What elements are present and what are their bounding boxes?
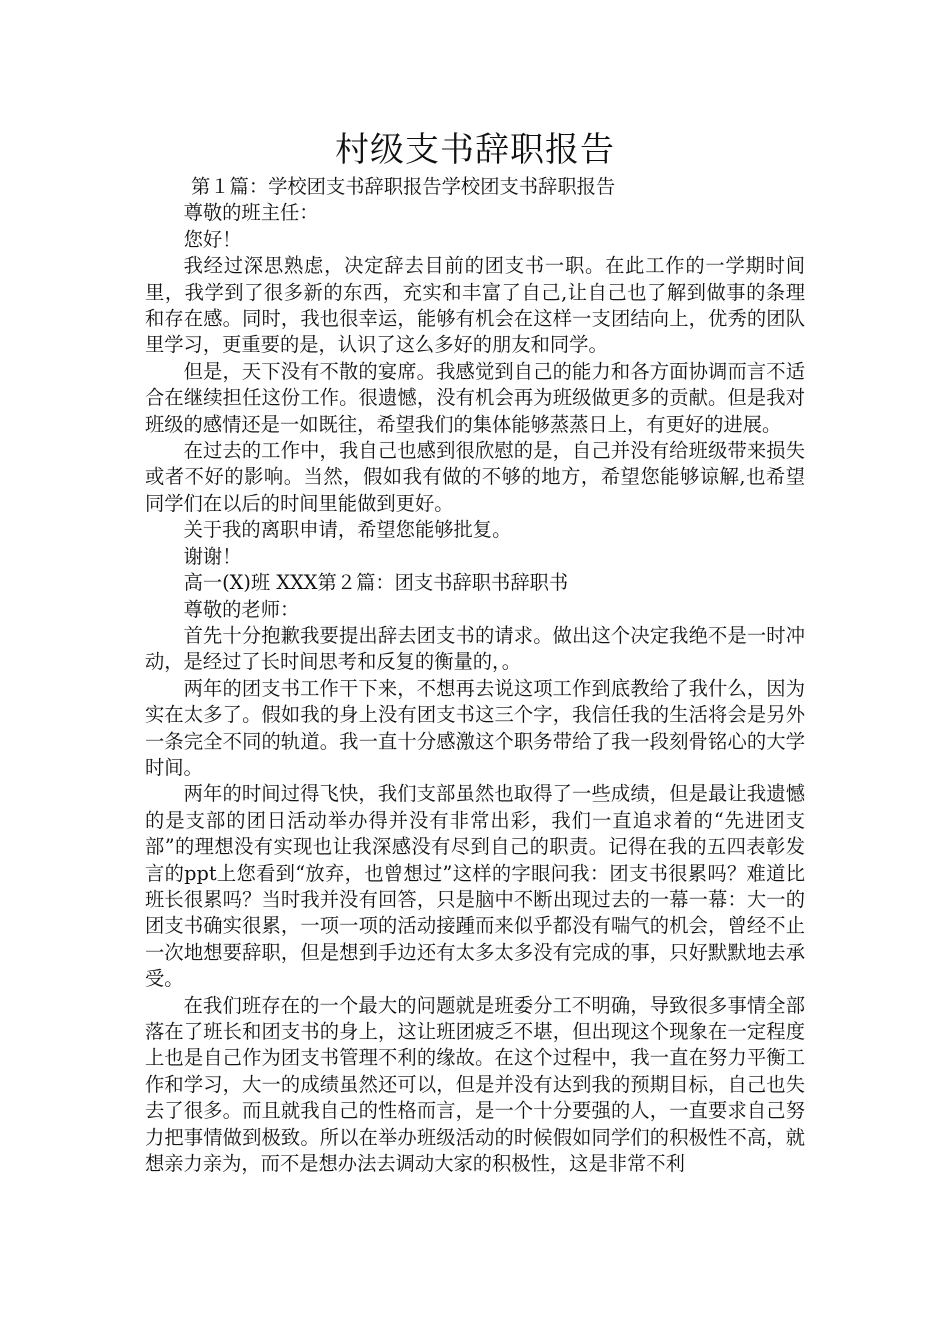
- body-paragraph: 两年的团支书工作干下来，不想再去说这项工作到底教给了我什么，因为实在太多了。假如我的身上没有团支书这三个字，我信任我的生活将会是另外一条完全不同的轨道。我一直十分感激这个职务带给了我一段刻骨铭心的大学时间。: [145, 676, 805, 779]
- body-paragraph: 在过去的工作中，我自己也感到很欣慰的是，自己并没有给班级带来损失或者不好的影响。当然，假如我有做的不够的地方，希望您能够谅解,也希望同学们在以后的时间里能做到更好。: [145, 439, 805, 515]
- body-paragraph: 您好！: [183, 227, 242, 251]
- section-heading: 第１篇：学校团支书辞职报告学校团支书辞职报告: [191, 175, 616, 198]
- body-paragraph: 首先十分抱歉我要提出辞去团支书的请求。做出这个决定我绝不是一时冲动，是经过了长时间思考和反复的衡量的，。: [145, 623, 805, 674]
- body-paragraph: 我经过深思熟虑，决定辞去目前的团支书一职。在此工作的一学期时间里，我学到了很多新的东西，充实和丰富了自己,让自己也了解到做事的条理和存在感。同时，我也很幸运，能够有机会在这样一支团结向上，优秀的团队里学习，更重要的是，认识了这么多好的朋友和同学。: [145, 254, 805, 357]
- document-title: 村级支书辞职报告: [335, 130, 615, 170]
- body-paragraph: 但是，天下没有不散的宴席。我感觉到自己的能力和各方面协调而言不适合在继续担任这份工作。很遗憾，没有机会再为班级做更多的贡献。但是我对班级的感情还是一如既往，希望我们的集体能够蒸蒸日上，有更好的进展。: [145, 359, 805, 436]
- body-paragraph: 谢谢！: [183, 544, 242, 568]
- document-body: [145, 174, 805, 1177]
- body-paragraph: 在我们班存在的一个最大的问题就是班委分工不明确，导致很多事情全部落在了班长和团支书的身上，这让班团疲乏不堪，但出现这个现象在一定程度上也是自己作为团支书管理不利的缘故。在这个过程中，我一直在努力平衡工作和学习，大一的成绩虽然还可以，但是并没有达到我的预期目标，自己也失去了很多。而且就我自己的性格而言，是一个十分要强的人，一直要求自己努力把事情做到极致。所以在举办班级活动的时候假如同学们的积极性不高，就想亲力亲为，而不是想办法去调动大家的积极性，这是非常不利: [145, 993, 805, 1176]
- body-paragraph: 高一(X)班 XXX第２篇：团支书辞职书辞职书: [183, 571, 569, 595]
- body-paragraph: 尊敬的老师：: [183, 597, 300, 621]
- body-paragraph: 关于我的离职申请，希望您能够批复。: [183, 518, 512, 542]
- document-page: [145, 128, 805, 1177]
- body-paragraph: 尊敬的班主任：: [183, 201, 319, 225]
- body-paragraph: 两年的时间过得飞快，我们支部虽然也取得了一些成绩，但是最让我遗憾的是支部的团日活动举办得并没有非常出彩，我们一直追求着的“先进团支部”的理想没有实现也让我深感没有尽到自己的职责。记得在我的五四表彰发言的ppt上您看到“放弃，也曾想过”这样的字眼问我：团支书很累吗？难道比班长很累吗？当时我并没有回答，只是脑中不断出现过去的一幕一幕：大一的团支书确实很累，一项一项的活动接踵而来似乎都没有喘气的机会，曾经不止一次地想要辞职，但是想到手边还有太多太多没有完成的事，只好默默地去承受。: [145, 782, 805, 991]
